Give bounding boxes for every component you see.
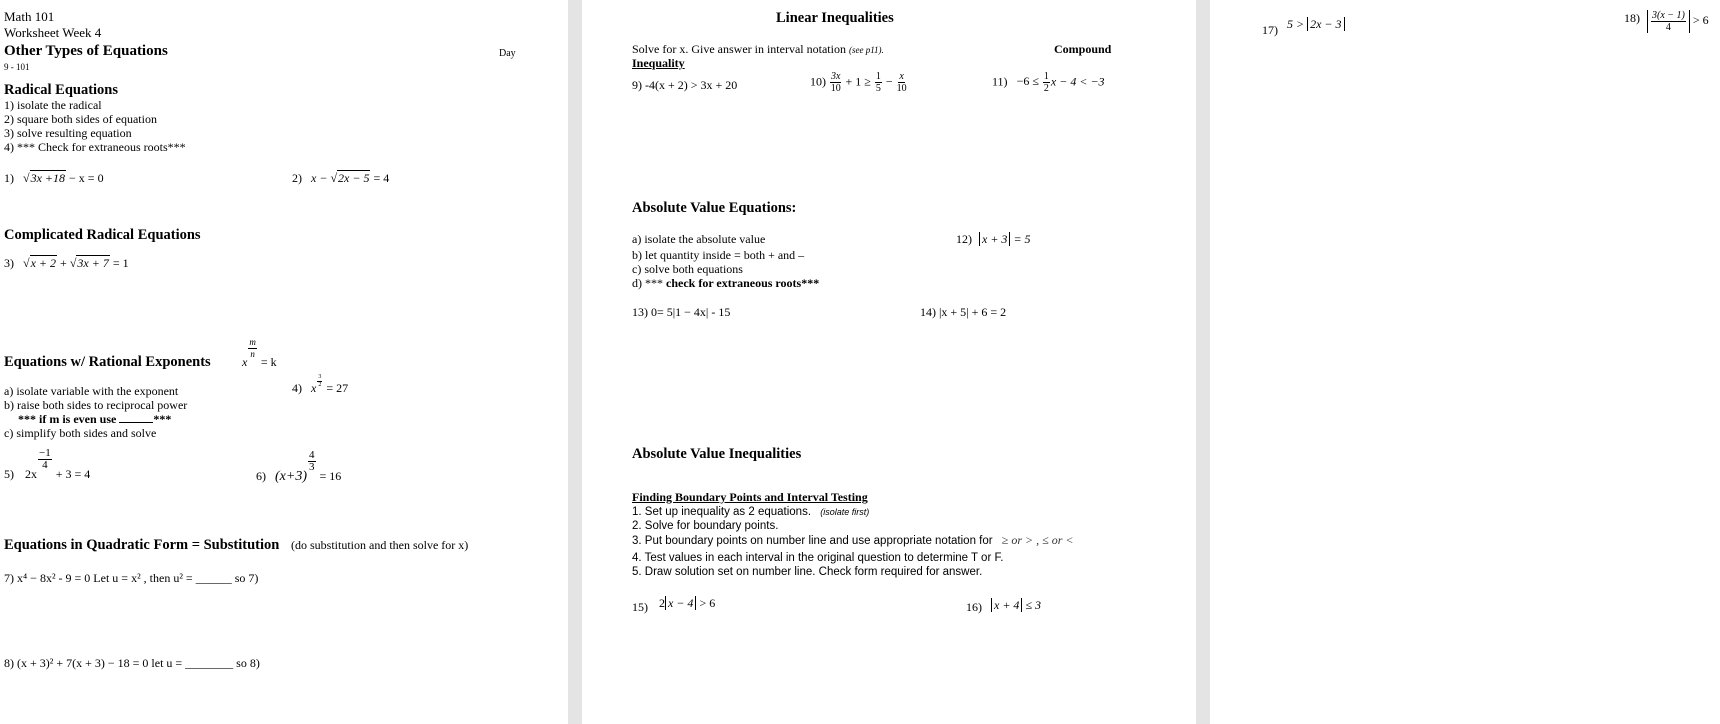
exponent-base: (x+3) <box>275 469 307 485</box>
equation-rest: > 6 <box>1689 13 1709 28</box>
problem-4 <box>292 373 349 397</box>
equation-rest: = 27 <box>323 381 349 395</box>
inequality-label: Inequality <box>632 56 685 70</box>
problem-number: 17) <box>1262 23 1278 37</box>
note-suffix: *** <box>153 412 172 426</box>
exponent-denominator: 2 <box>318 381 322 388</box>
rational-step-b: b) raise both sides to reciprocal power <box>4 398 188 412</box>
problem-number: 3) <box>4 256 14 270</box>
radical-step-3: 3) solve resulting equation <box>4 126 132 140</box>
radical-step-1: 1) isolate the radical <box>4 98 102 112</box>
problem-17 <box>1262 17 1345 37</box>
abs-ineq-step-4: 4. Test values in each interval in the original question to determine T or F. <box>632 552 1004 564</box>
fraction-numerator: 3(x − 1) <box>1652 10 1685 21</box>
minus-sign: − <box>882 74 896 89</box>
absolute-value-expression: 2x − 3 <box>1307 17 1344 31</box>
rational-formula <box>242 337 277 370</box>
problem-13: 13) 0= 5|1 − 4x| - 15 <box>632 305 731 319</box>
day-label: Day <box>499 48 516 59</box>
absolute-value-expression: x − 4 <box>665 596 696 610</box>
absolute-value-expression: x + 4 <box>991 598 1022 612</box>
equation-prefix: 5 > <box>1287 17 1308 31</box>
problem-11 <box>992 71 1105 94</box>
course-name: Math 101 <box>4 9 55 24</box>
step-text: 3. Put boundary points on number line and use appropriate notation for <box>632 535 993 547</box>
problem-number: 4) <box>292 381 302 395</box>
quadratic-heading-text: Equations in Quadratic Form = Substitution <box>4 537 280 553</box>
radicand: 3x + 7 <box>77 256 109 270</box>
absolute-value-equations-heading: Absolute Value Equations: <box>632 200 797 216</box>
answer-blank <box>119 412 153 423</box>
step-emphasis: check for extraneous roots*** <box>666 276 820 290</box>
course-code: 9 - 101 <box>4 62 30 72</box>
equation-rest: x − 4 < −3 <box>1050 74 1105 89</box>
problem-7: 7) x⁴ − 8x² - 9 = 0 Let u = x² , then u² = ______ so 7) <box>4 571 259 585</box>
fraction-denominator: 10 <box>830 83 841 94</box>
radicand: 3x +18 <box>30 171 66 185</box>
worksheet-page-2 <box>582 0 1196 724</box>
instructions-text: Solve for x. Give answer in interval notation <box>632 42 846 56</box>
page-gutter-right <box>1196 0 1210 724</box>
problem-number: 16) <box>966 600 982 614</box>
fraction-numerator: 3x <box>831 71 841 82</box>
problem-5 <box>4 447 91 482</box>
problem-6 <box>256 449 342 485</box>
exponent-denominator: 3 <box>309 461 315 473</box>
equation-prefix: x − <box>311 171 331 185</box>
quadratic-note: (do substitution and then solve for x) <box>290 538 469 552</box>
fraction-denominator: 2 <box>1043 83 1049 94</box>
equation-rest: = 5 <box>1010 232 1031 246</box>
worksheet-page-3 <box>1210 0 1720 724</box>
fraction-numerator: 1 <box>875 71 881 82</box>
exponent-base: 2x <box>25 467 37 482</box>
inequality-symbols: ≥ or > , ≤ or < <box>1001 533 1074 547</box>
equation-prefix: −6 ≤ <box>1016 74 1042 89</box>
formula-base: x <box>242 355 248 370</box>
radical-step-4: 4) *** Check for extraneous roots*** <box>4 140 186 154</box>
problem-18 <box>1624 10 1709 33</box>
problem-8: 8) (x + 3)² + 7(x + 3) − 18 = 0 let u = ________ so 8) <box>4 656 260 670</box>
worksheet-page-1 <box>0 0 568 724</box>
fraction-numerator: 1 <box>1043 71 1049 82</box>
problem-number: 5) <box>4 467 14 482</box>
abs-eq-step-b: b) let quantity inside = both + and – <box>632 248 805 262</box>
absolute-value-inequalities-heading: Absolute Value Inequalities <box>632 446 802 462</box>
abs-eq-step-a: a) isolate the absolute value <box>632 232 766 246</box>
compound-label: Compound <box>1054 42 1112 56</box>
problem-1: 1) √3x +18 − x = 0 <box>4 171 104 185</box>
exponent-denominator: 4 <box>42 459 48 471</box>
equation-rest: − x = 0 <box>66 171 104 185</box>
note-prefix: *** if m is even use <box>18 412 120 426</box>
problem-9: 9) -4(x + 2) > 3x + 20 <box>632 78 738 92</box>
step-text: 1. Set up inequality as 2 equations. <box>632 506 812 518</box>
page-title: Other Types of Equations <box>4 43 168 59</box>
problem-number: 12) <box>956 232 972 246</box>
complicated-radical-heading: Complicated Radical Equations <box>4 227 201 243</box>
equation-rest: ≤ 3 <box>1022 598 1042 612</box>
problem-number: 15) <box>632 600 648 614</box>
linear-inequalities-heading: Linear Inequalities <box>776 10 894 26</box>
equation-rest: = 16 <box>316 469 342 484</box>
problem-number: 2) <box>292 171 302 185</box>
abs-ineq-step-1 <box>632 505 869 519</box>
abs-ineq-step-5: 5. Draw solution set on number line. Check form required for answer. <box>632 566 983 578</box>
coefficient: 2 <box>659 596 665 610</box>
equation-rest: = 1 <box>109 256 129 270</box>
boundary-points-subheading: Finding Boundary Points and Interval Testing <box>632 490 868 504</box>
fraction-numerator: x <box>899 71 904 82</box>
exponent-numerator: 4 <box>309 449 315 461</box>
see-reference: (see p11). <box>848 45 884 55</box>
radicand: x + 2 <box>30 256 57 270</box>
formula-rest: = k <box>257 355 277 370</box>
abs-ineq-step-2: 2. Solve for boundary points. <box>632 520 779 532</box>
plus-sign: + <box>57 256 70 270</box>
exponent-denominator: n <box>250 349 255 359</box>
problem-number: 10) <box>810 74 826 89</box>
page-gutter-left <box>568 0 582 724</box>
abs-ineq-step-3 <box>632 533 1074 548</box>
problem-3: 3) √x + 2 + √3x + 7 = 1 <box>4 256 129 270</box>
fraction-denominator: 10 <box>896 83 907 94</box>
fraction-denominator: 4 <box>1665 22 1671 33</box>
abs-eq-step-d <box>632 276 819 290</box>
problem-number: 1) <box>4 171 14 185</box>
step-prefix: d) *** <box>632 276 666 290</box>
rational-exponents-heading: Equations w/ Rational Exponents <box>4 354 211 370</box>
exponent-base: x <box>311 381 317 395</box>
problem-number: 11) <box>992 74 1008 89</box>
rational-step-a: a) isolate variable with the exponent <box>4 384 179 398</box>
equation-rest: + 3 = 4 <box>52 467 91 482</box>
absolute-value-expression: x + 3 <box>979 232 1010 246</box>
exponent-numerator: 3 <box>318 373 322 380</box>
quadratic-form-heading <box>4 537 468 554</box>
problem-2: 2) x − √2x − 5 = 4 <box>292 171 390 185</box>
equation-rest: = 4 <box>370 171 390 185</box>
problem-16 <box>966 598 1041 612</box>
problem-12 <box>956 232 1031 246</box>
radical-heading: Radical Equations <box>4 82 119 98</box>
problem-number: 6) <box>256 469 266 484</box>
fraction-denominator: 5 <box>875 83 881 94</box>
equation-middle: + 1 ≥ <box>842 74 874 89</box>
radicand: 2x − 5 <box>338 171 370 185</box>
problem-15 <box>632 596 716 614</box>
exponent-numerator: m <box>249 337 256 347</box>
linear-instructions <box>632 42 884 57</box>
problem-14: 14) |x + 5| + 6 = 2 <box>920 305 1007 319</box>
worksheet-name: Worksheet Week 4 <box>4 25 102 40</box>
problem-10 <box>810 71 908 94</box>
step-note: (isolate first) <box>820 507 870 517</box>
rational-step-c: c) simplify both sides and solve <box>4 426 157 440</box>
exponent-numerator: −1 <box>39 447 51 459</box>
radical-step-2: 2) square both sides of equation <box>4 112 157 126</box>
problem-number: 18) <box>1624 11 1640 26</box>
rational-step-note <box>18 412 171 426</box>
equation-rest: > 6 <box>696 596 716 610</box>
abs-eq-step-c: c) solve both equations <box>632 262 743 276</box>
